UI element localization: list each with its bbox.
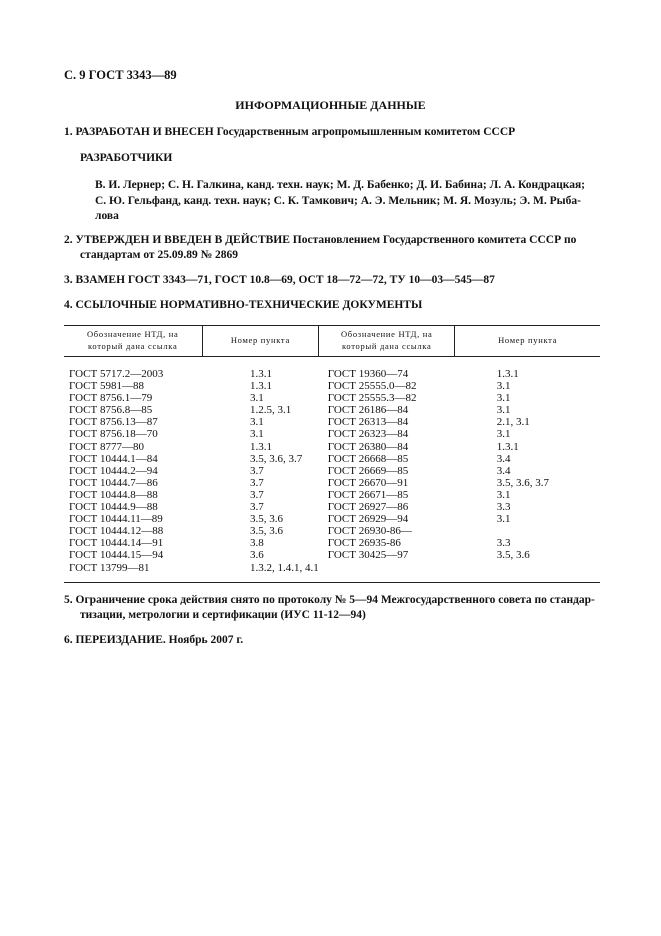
right-ref-document: ГОСТ 26929—94 <box>327 513 409 526</box>
left-ref-document: ГОСТ 10444.15—94 <box>69 549 164 562</box>
right-ref-document: ГОСТ 26313—84 <box>327 416 409 429</box>
right-ref-document: ГОСТ 26927—86 <box>327 501 409 514</box>
section-4 <box>64 297 602 313</box>
left-ref-document: ГОСТ 10444.1—84 <box>69 452 158 465</box>
right-ref-item-number: 3.3 <box>496 537 511 550</box>
right-items-column <box>455 357 600 583</box>
section-5-number: 5. <box>64 594 73 606</box>
left-ref-document: ГОСТ 8756.13—87 <box>69 416 158 429</box>
right-ref-document: ГОСТ 26669—85 <box>327 464 409 477</box>
left-ref-item-number: 1.2.5, 3.1 <box>250 404 292 417</box>
left-ref-item-number: 3.7 <box>250 501 264 514</box>
header-item-left: Номер пункта <box>202 326 319 357</box>
section-5-text: Ограничение срока действия снято по протоколу № 5—94 Межгосударственного совета по стандар- <box>75 594 595 606</box>
left-ref-document: ГОСТ 10444.8—88 <box>69 488 158 501</box>
right-ref-document: ГОСТ 30425—97 <box>327 549 409 562</box>
right-ref-item-number: 1.3.1 <box>496 440 519 453</box>
developers-line-1: В. И. Лернер; С. Н. Галкина, канд. техн. наук; М. Д. Бабенко; Д. И. Бабина; Л. А. Кондрацкая; <box>95 179 585 191</box>
left-ref-document: ГОСТ 8777—80 <box>69 440 144 453</box>
header-item-right: Номер пункта <box>455 326 600 357</box>
right-ref-document: ГОСТ 26668—85 <box>327 452 409 465</box>
section-3 <box>64 272 602 288</box>
left-items-column <box>202 357 319 583</box>
right-ref-item-number: 3.1 <box>496 380 511 393</box>
right-ref-document: ГОСТ 25555.0—82 <box>327 380 417 393</box>
section-2-number: 2. <box>64 234 73 246</box>
section-6-text: ПЕРЕИЗДАНИЕ. Ноябрь 2007 г. <box>75 634 244 646</box>
left-ref-document: ГОСТ 10444.7—86 <box>69 476 158 489</box>
table-body-row <box>64 357 600 583</box>
section-1-text: Государственным агропромышленным комитетом СССР <box>213 126 516 138</box>
left-ref-item-number: 3.5, 3.6, 3.7 <box>250 452 303 465</box>
right-ref-item-number: 3.1 <box>496 513 511 526</box>
left-docs-column <box>64 357 202 583</box>
left-ref-document: ГОСТ 5981—88 <box>69 380 144 393</box>
developers-line-2: С. Ю. Гельфанд, канд. техн. наук; С. К. Тамкович; А. Э. Мельник; М. Я. Мозуль; Э. М. Рыба- <box>95 195 581 207</box>
right-ref-item-number: 3.1 <box>496 404 511 417</box>
header-doc-left <box>64 326 202 357</box>
left-ref-item-number: 1.3.1 <box>250 380 272 393</box>
left-ref-document: ГОСТ 10444.12—88 <box>69 525 164 538</box>
right-ref-item-number: 3.3 <box>496 501 511 514</box>
right-ref-item-number: 3.4 <box>496 452 511 465</box>
section-4-text: ССЫЛОЧНЫЕ НОРМАТИВНО-ТЕХНИЧЕСКИЕ ДОКУМЕНТЫ <box>75 299 423 311</box>
table-header-row <box>64 326 600 357</box>
left-ref-item-number: 1.3.2, 1.4.1, 4.1 <box>250 561 319 574</box>
right-ref-item-number <box>497 525 600 537</box>
right-ref-item-number: 1.3.1 <box>496 368 519 380</box>
right-ref-item-number: 3.5, 3.6, 3.7 <box>496 476 549 489</box>
section-6-number: 6. <box>64 634 73 646</box>
left-ref-item-number: 3.7 <box>250 464 264 477</box>
section-4-number: 4. <box>64 299 73 311</box>
developers-line-3: лова <box>95 210 119 222</box>
section-2-text-continued: стандартам от 25.09.89 № 2869 <box>80 249 239 261</box>
right-ref-document: ГОСТ 26935-86 <box>327 537 401 550</box>
header-doc-right-line-1: Обозначение НТД, на <box>340 329 433 339</box>
header-doc-right-line-2: который дана ссылка <box>342 341 432 351</box>
section-2-text: Постановлением Государственного комитета СССР по <box>289 234 577 246</box>
right-ref-item-number: 3.1 <box>496 428 511 441</box>
section-title: ИНФОРМАЦИОННЫЕ ДАННЫЕ <box>235 98 426 112</box>
left-ref-item-number: 3.5, 3.6 <box>250 513 283 526</box>
left-ref-document: ГОСТ 10444.11—89 <box>69 513 163 526</box>
header-doc-left-line-1: Обозначение НТД, на <box>86 329 179 339</box>
left-ref-document: ГОСТ 13799—81 <box>69 561 150 574</box>
section-3-number: 3. <box>64 274 73 286</box>
section-3-text: ВЗАМЕН ГОСТ 3343—71, ГОСТ 10.8—69, ОСТ 18—72—72, ТУ 10—03—545—87 <box>75 274 495 286</box>
right-ref-document: ГОСТ 19360—74 <box>327 368 409 380</box>
right-ref-item-number: 3.5, 3.6 <box>496 549 530 562</box>
section-1-number: 1. <box>64 126 73 138</box>
right-ref-item-number: 2.1, 3.1 <box>496 416 530 429</box>
left-ref-item-number: 1.3.1 <box>250 368 272 380</box>
references-table <box>64 325 600 583</box>
right-ref-item-number: 3.1 <box>496 392 511 405</box>
section-5 <box>64 592 602 608</box>
page-header: С. 9 ГОСТ 3343—89 <box>64 68 177 82</box>
right-ref-document: ГОСТ 26930-86— <box>327 525 412 538</box>
right-ref-item-number: 3.4 <box>496 464 511 477</box>
left-ref-item-number: 1.3.1 <box>250 440 272 453</box>
section-1-lead: РАЗРАБОТАН И ВНЕСЕН <box>75 126 214 138</box>
left-ref-item-number: 3.1 <box>250 392 264 405</box>
right-docs-column <box>319 357 455 583</box>
right-ref-document: ГОСТ 26670—91 <box>327 476 409 489</box>
section-1 <box>64 124 602 140</box>
left-ref-item-number: 3.8 <box>250 537 264 550</box>
left-ref-item-number: 3.1 <box>250 428 264 441</box>
left-ref-document: ГОСТ 10444.9—88 <box>69 501 158 514</box>
right-ref-document: ГОСТ 26380—84 <box>327 440 409 453</box>
left-ref-document: ГОСТ 8756.18—70 <box>69 428 158 441</box>
header-doc-left-line-2: который дана ссылка <box>88 341 178 351</box>
section-6 <box>64 632 602 648</box>
left-ref-document: ГОСТ 10444.14—91 <box>69 537 164 550</box>
left-ref-document: ГОСТ 8756.1—79 <box>69 392 153 405</box>
left-ref-item-number: 3.7 <box>250 488 264 501</box>
left-ref-item-number: 3.6 <box>250 549 264 562</box>
section-2 <box>64 232 602 248</box>
right-ref-item-number: 3.1 <box>496 488 511 501</box>
left-ref-item-number: 3.1 <box>250 416 264 429</box>
right-ref-document: ГОСТ 26186—84 <box>327 404 409 417</box>
section-5-text-continued: тизации, метрологии и сертификации (ИУС 11-12—94) <box>80 609 366 621</box>
right-ref-document: ГОСТ 25555.3—82 <box>327 392 417 405</box>
right-ref-document: ГОСТ 26671—85 <box>327 488 409 501</box>
left-ref-document: ГОСТ 10444.2—94 <box>69 464 158 477</box>
left-ref-item-number: 3.7 <box>250 476 264 489</box>
header-doc-right <box>319 326 455 357</box>
left-ref-document: ГОСТ 5717.2—2003 <box>69 368 164 380</box>
section-2-lead: УТВЕРЖДЕН И ВВЕДЕН В ДЕЙСТВИЕ <box>75 234 290 246</box>
left-ref-item-number: 3.5, 3.6 <box>250 525 283 538</box>
left-ref-document: ГОСТ 8756.8—85 <box>69 404 153 417</box>
developers-heading: РАЗРАБОТЧИКИ <box>80 152 173 164</box>
right-ref-document: ГОСТ 26323—84 <box>327 428 409 441</box>
